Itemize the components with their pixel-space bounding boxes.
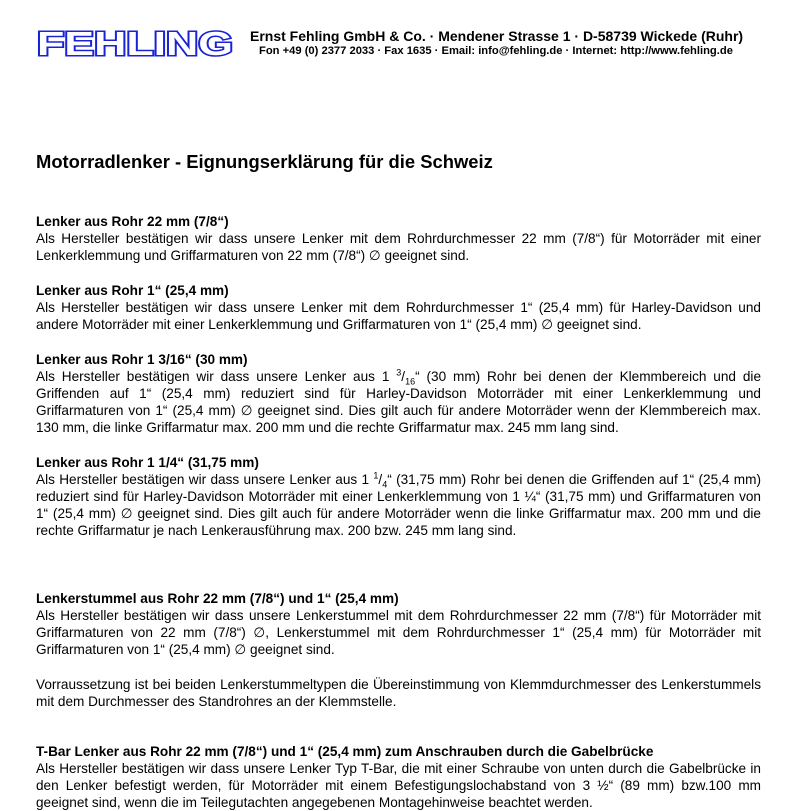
section-heading: T-Bar Lenker aus Rohr 22 mm (7/8“) und 1“ (25,4 mm) zum Anschrauben durch die Gabelbrücke [36, 744, 654, 759]
page-title: Motorradlenker - Eignungserklärung für die Schweiz [36, 151, 493, 172]
fraction-denominator: 16 [405, 376, 416, 387]
section-22mm [36, 213, 761, 264]
section-note: Vorraussetzung ist bei beiden Lenkerstummeltypen die Übereinstimmung von Klemmdurchmesser des Lenkerstummels mit dem Durchmesser des Standrohres an der Klemmstelle. [36, 677, 761, 709]
fraction-denominator: 4 [382, 479, 388, 490]
section-heading: Lenker aus Rohr 1 1/4“ (31,75 mm) [36, 455, 259, 470]
section-body: Als Hersteller bestätigen wir dass unsere Lenkerstummel mit dem Rohrdurchmesser 22 mm (7/8“) für Motorräder mit Griffarmaturen von 22 mm (7/8“) ∅, Lenkerstummel mit dem Rohrdurchmesser 1“ (25,4 mm) für Motorräder mit Griffarmaturen von 1“ (25,4 mm) ∅ geeignet sind. [36, 608, 761, 657]
section-lenkerstummel [36, 590, 761, 658]
body-text: Als Hersteller bestätigen wir dass unsere Lenker aus 1 [36, 472, 374, 487]
company-contact: Fon +49 (0) 2377 2033 · Fax 1635 · Email: info@fehling.de · Internet: http://www.fehling.de [259, 45, 733, 57]
body-text: “ (31,75 mm) Rohr bei denen die Griffenden auf 1“ (25,4 mm) reduziert sind für Harley-Davidson Motorräder mit einer Lenkerklemmung von 1 ¼“ (31,75 mm) und Griffarmaturen von 1“ (25,4 mm) ∅ geeignet sind. Dies gilt auch für andere Motorräder wenn die linke Griffarmatur max. 200 mm und die rechte Griffarmatur je nach Lenkerausführung max. 200 bzw. 245 mm lang sind. [36, 472, 761, 538]
logo-text: FEHLING [37, 27, 233, 59]
section-t-bar [36, 743, 761, 811]
section-heading: Lenker aus Rohr 22 mm (7/8“) [36, 214, 229, 229]
fraction-numerator: 1 [373, 470, 379, 481]
section-body: Als Hersteller bestätigen wir dass unsere Lenker aus 1 $^1/_4“$ (31,75 mm) Rohr bei denen die Griffenden auf 1“ (25,4 mm) reduziert sind für Harley-Davidson Motorräder mit einer Lenkerklemmung von 1 ¼“ (31,75 mm) und Griffarmaturen von 1“ (25,4 mm) ∅ geeignet sind. Dies gilt auch für andere Motorräder wenn die linke Griffarmatur max. 200 mm und die rechte Griffarmatur je nach Lenkerausführung max. 200 bzw. 245 mm lang sind. [36, 470, 761, 538]
fraction-numerator: 3 [396, 367, 402, 378]
section-1-1-4 [36, 454, 761, 539]
section-1-3-16 [36, 351, 761, 436]
section-body: Als Hersteller bestätigen wir dass unsere Lenker Typ T-Bar, die mit einer Schraube von unten durch die Gabelbrücke in den Lenker befestigt werden, für Motorräder mit einem Befestigungslochabstand von 3 ½“ (89 mm) bzw.100 mm geeignet sind, wenn die im Teilegutachten angegebenen Montagehinweise beachtet werden. [36, 761, 761, 810]
section-body: Als Hersteller bestätigen wir dass unsere Lenker aus 1 $^3/_{16}“$ (30 mm) Rohr bei denen der Klemmbereich und die Griffenden auf 1“ (25,4 mm) reduziert sind für Harley-Davidson Motorräder mit einer Lenkerklemmung und Griffarmaturen von 1“ (25,4 mm) ∅ geeignet sind. Dies gilt auch für andere Motorräder wenn der Klemmbereich max. 130 mm, die linke Griffarmatur max. 200 mm und die rechte Griffarmatur max. 245 mm lang sind. [36, 367, 761, 435]
fehling-logo [35, 27, 235, 59]
body-text: “ (30 mm) Rohr bei denen der Klemmbereich und die Griffenden auf 1“ (25,4 mm) reduziert sind für Harley-Davidson Motorräder mit einer Lenkerklemmung und Griffarmaturen von 1“ (25,4 mm) ∅ geeignet sind. Dies gilt auch für andere Motorräder wenn der Klemmbereich max. 130 mm, die linke Griffarmatur max. 200 mm und die rechte Griffarmatur max. 245 mm lang sind. [36, 369, 761, 435]
section-body: Als Hersteller bestätigen wir dass unsere Lenker mit dem Rohrdurchmesser 22 mm (7/8“) für Motorräder mit einer Lenkerklemmung und Griffarmaturen von 22 mm (7/8“) ∅ geeignet sind. [36, 231, 761, 263]
company-address: Ernst Fehling GmbH & Co. · Mendener Strasse 1 · D-58739 Wickede (Ruhr) [250, 28, 744, 44]
section-body: Als Hersteller bestätigen wir dass unsere Lenker mit dem Rohrdurchmesser 1“ (25,4 mm) für Harley-Davidson und andere Motorräder mit einer Lenkerklemmung und Griffarmaturen von 1“ (25,4 mm) ∅ geeignet sind. [36, 300, 761, 332]
section-heading: Lenkerstummel aus Rohr 22 mm (7/8“) und 1“ (25,4 mm) [36, 591, 399, 606]
section-heading: Lenker aus Rohr 1“ (25,4 mm) [36, 283, 229, 298]
section-heading: Lenker aus Rohr 1 3/16“ (30 mm) [36, 352, 248, 367]
section-1inch [36, 282, 761, 333]
body-text: Als Hersteller bestätigen wir dass unsere Lenker aus 1 [36, 369, 397, 384]
